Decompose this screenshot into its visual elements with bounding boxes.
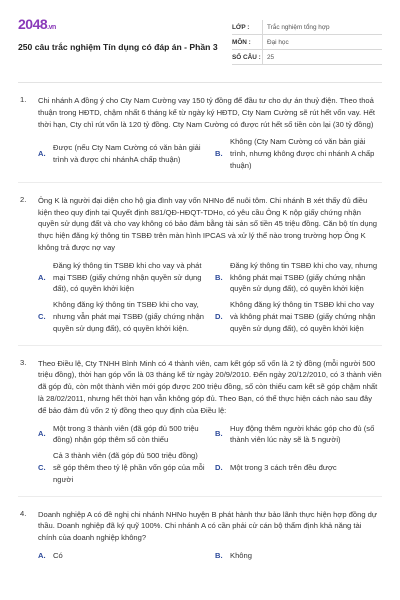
site-logo[interactable] [18,16,56,32]
question-text: Doanh nghiệp A có đề nghị chi nhánh NHNo huyện B phát hành thư bảo lãnh thực hiện hợp đồng dự thầu. Doanh nghiệp đã ký quỹ 100%. Chi nhánh A có cần phải cử cán bộ thẩm định khả năng tài chính của doanh nghiệp không? [38,509,377,543]
logo-suffix: .vn [47,24,56,31]
option-letter: A. [38,429,46,439]
meta-key: MÔN : [232,38,251,46]
answer-option-b[interactable] [215,260,382,295]
question-divider [18,182,382,183]
option-text: Không đăng ký thông tin TSBĐ khi cho vay, nhưng vẫn phát mại TSBĐ (giấy chứng nhận quyền sử dụng đất), có quyền khởi kiện. [53,300,205,333]
document-header [18,10,382,72]
question-1 [18,95,382,183]
option-letter: B. [215,149,223,159]
answer-option-c[interactable] [38,299,205,334]
question-number: 2. [20,194,27,204]
meta-key: SỐ CÂU : [232,53,261,61]
meta-row-class [232,20,382,35]
option-text: Huy động thêm người khác góp cho đủ (số thành viên lúc này sẽ là 5 người) [230,423,375,445]
header-divider [18,82,382,83]
option-letter: D. [215,311,223,321]
meta-value: Trắc nghiệm tổng hợp [262,20,382,34]
option-letter: A. [38,550,46,560]
answer-option-b[interactable] [215,136,382,171]
answer-options [38,423,382,486]
answer-options [38,136,382,171]
meta-row-subject [232,35,382,50]
question-4 [18,509,382,562]
question-text: Ông K là người đại diện cho hộ gia đình vay vốn NHNo để nuôi tôm. Chi nhánh B xét thấy đủ điều kiện theo quy định tại Quyết định 881/QĐ-HĐQT-TDHo, có yêu cầu Ông K nộp giấy chứng nhận quyền sử dụng đất và cho vay không có bảo đảm bằng tài sản số tiền 45 triệu đồng. Căn bộ tín dụng thực hiện đăng ký thông tin TSBĐ trên màn hình IPCAS và xử lý thế nào trong trường hợp Ông K không trả được nợ vay [38,195,378,252]
answer-option-a[interactable] [38,550,205,562]
document-title: 250 câu trắc nghiệm Tín dụng có đáp án - Phần 3 [18,42,218,52]
option-letter: B. [215,272,223,282]
question-text: Chi nhánh A đồng ý cho Cty Nam Cường vay 150 tỷ đồng để đầu tư cho dự án thuỷ điện. Theo thoả thuận trong HĐTD, chậm nhất 6 tháng kể từ ngày ký HĐTD, Cty Nam Cường sẽ rút hết vốn vay. Hết thời hạn, Cty chỉ rút vốn là 120 tỷ đồng. Cty Nam Cường có được rút hết số tiền còn lại (30 tỷ đồng) [38,96,376,129]
question-3 [18,358,382,497]
meta-table [232,20,382,65]
option-letter: B. [215,550,223,560]
option-text: Không đăng ký thông tin TSBĐ khi cho vay và không phát mại TSBĐ (giấy chứng nhận quyền sử dụng đất), có quyền khởi kiện [230,300,376,333]
option-letter: C. [38,311,46,321]
option-text: Không [230,550,252,560]
answer-options [38,550,382,562]
answer-option-a[interactable] [38,260,205,295]
option-letter: D. [215,462,223,472]
meta-key: LỚP : [232,23,250,31]
meta-row-count [232,50,382,65]
option-text: Cả 3 thành viên (đã góp đủ 500 triệu đồng) sẽ góp thêm theo tỷ lệ phần vốn góp của mỗi người [53,451,205,484]
answer-option-b[interactable] [215,550,382,562]
option-letter: A. [38,272,46,282]
option-text: Một trong 3 thành viên (đã góp đủ 500 triệu đồng) nhận góp thêm số còn thiếu [53,423,199,445]
meta-value: Đại học [262,35,382,49]
meta-value: 25 [262,50,382,64]
question-divider [18,496,382,497]
answer-option-d[interactable] [215,299,382,334]
answer-option-a[interactable] [38,136,205,171]
option-text: Được (nếu Cty Nam Cường có văn bản giải trình và được chi nhánhA chấp thuận) [53,143,201,165]
answer-options [38,260,382,335]
option-text: Một trong 3 cách trên đều được [230,462,337,472]
option-text: Đăng ký thông tin TSBĐ khi cho vay và phát mại TSBĐ (giấy chứng nhận quyền sử dụng đất), có quyền khởi kiện [53,260,202,294]
question-number: 3. [20,357,27,367]
answer-option-a[interactable] [38,423,205,447]
question-text: Theo Điều lệ, Cty TNHH Bình Minh có 4 thành viên, cam kết góp số vốn là 2 tỷ đồng (mỗi người 500 triệu đồng), thời hạn góp vốn là 03 tháng kể từ ngày 20/9/2010. Đến ngày 20/12/2010, có 3 thành viên đã góp đủ, còn một thành viên mới góp được 200 triệu đồng, số còn thiếu cam kết sẽ góp chậm nhất là 28/02/2011, nhưng hết thời hạn vẫn không góp đủ. Theo Bạn, có thể thực hiện cách nào sau đây để bảo đảm đủ vốn 2 tỷ đồng theo quy định của Điều lệ: [38,358,382,415]
option-text: Đăng ký thông tin TSBĐ khi cho vay, nhưng không phát mại TSBĐ (giấy chứng nhận quyền sử dụng đất), có quyền khởi kiện [230,260,378,294]
answer-option-b[interactable] [215,423,382,447]
option-letter: A. [38,149,46,159]
question-2 [18,195,382,346]
question-number: 1. [20,95,27,104]
question-number: 4. [20,508,27,518]
logo-text: 2048 [18,16,48,32]
option-text: Không (Cty Nam Cường có văn bản giải trình, nhưng không được chi nhánh A chấp thuận) [230,137,375,170]
option-letter: B. [215,429,223,439]
answer-option-d[interactable] [215,450,382,485]
option-letter: C. [38,462,46,472]
answer-option-c[interactable] [38,450,205,485]
option-text: Có [53,550,63,560]
question-divider [18,345,382,346]
